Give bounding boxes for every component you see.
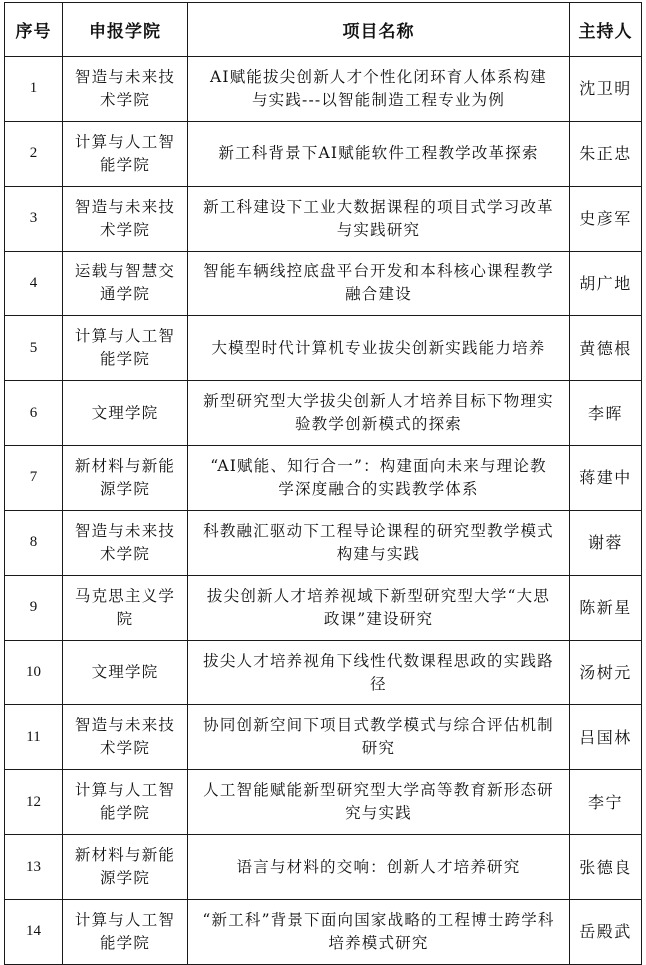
row-number: 2	[5, 121, 63, 186]
table-row	[5, 251, 642, 316]
row-host: 史彦军	[570, 186, 642, 251]
table-row	[5, 899, 642, 964]
row-host: 谢蓉	[570, 510, 642, 575]
row-number: 11	[5, 705, 63, 770]
table-row	[5, 770, 642, 835]
row-school: 计算与人工智能学院	[63, 121, 188, 186]
row-project-name: 新工科背景下AI赋能软件工程教学改革探索	[188, 121, 570, 186]
row-host: 岳殿武	[570, 899, 642, 964]
table-row	[5, 57, 642, 122]
row-project-name: AI赋能拔尖创新人才个性化闭环育人体系构建与实践---以智能制造工程专业为例	[188, 57, 570, 122]
row-number: 5	[5, 316, 63, 381]
table-header-row	[5, 3, 642, 57]
row-school: 智造与未来技术学院	[63, 705, 188, 770]
row-school: 计算与人工智能学院	[63, 316, 188, 381]
table-row	[5, 381, 642, 446]
table-row	[5, 186, 642, 251]
row-project-name: 大模型时代计算机专业拔尖创新实践能力培养	[188, 316, 570, 381]
row-number: 1	[5, 57, 63, 122]
row-number: 13	[5, 835, 63, 900]
row-number: 4	[5, 251, 63, 316]
row-project-name: 人工智能赋能新型研究型大学高等教育新形态研究与实践	[188, 770, 570, 835]
row-school: 智造与未来技术学院	[63, 510, 188, 575]
row-host: 陈新星	[570, 575, 642, 640]
row-school: 智造与未来技术学院	[63, 57, 188, 122]
table-row	[5, 316, 642, 381]
row-host: 胡广地	[570, 251, 642, 316]
row-number: 9	[5, 575, 63, 640]
row-host: 蒋建中	[570, 446, 642, 511]
column-header-host: 主持人	[570, 3, 642, 57]
table-row	[5, 121, 642, 186]
table-row	[5, 835, 642, 900]
row-school: 文理学院	[63, 381, 188, 446]
row-host: 张德良	[570, 835, 642, 900]
row-school: 智造与未来技术学院	[63, 186, 188, 251]
row-number: 10	[5, 640, 63, 705]
row-project-name: 拔尖人才培养视角下线性代数课程思政的实践路径	[188, 640, 570, 705]
row-school: 新材料与新能源学院	[63, 446, 188, 511]
row-host: 沈卫明	[570, 57, 642, 122]
row-project-name: 科教融汇驱动下工程导论课程的研究型教学模式构建与实践	[188, 510, 570, 575]
column-header-number: 序号	[5, 3, 63, 57]
row-project-name: 拔尖创新人才培养视域下新型研究型大学“大思政课”建设研究	[188, 575, 570, 640]
row-project-name: “AI赋能、知行合一”：构建面向未来与理论教学深度融合的实践教学体系	[188, 446, 570, 511]
row-host: 吕国林	[570, 705, 642, 770]
row-number: 6	[5, 381, 63, 446]
table-row	[5, 510, 642, 575]
row-school: 文理学院	[63, 640, 188, 705]
row-project-name: “新工科”背景下面向国家战略的工程博士跨学科培养模式研究	[188, 899, 570, 964]
row-project-name: 新型研究型大学拔尖创新人才培养目标下物理实验教学创新模式的探索	[188, 381, 570, 446]
column-header-school: 申报学院	[63, 3, 188, 57]
row-number: 12	[5, 770, 63, 835]
row-number: 3	[5, 186, 63, 251]
row-host: 李晖	[570, 381, 642, 446]
row-host: 汤树元	[570, 640, 642, 705]
row-host: 黄德根	[570, 316, 642, 381]
table-row	[5, 446, 642, 511]
table-row	[5, 575, 642, 640]
row-number: 14	[5, 899, 63, 964]
row-project-name: 新工科建设下工业大数据课程的项目式学习改革与实践研究	[188, 186, 570, 251]
row-school: 马克思主义学院	[63, 575, 188, 640]
row-host: 李宁	[570, 770, 642, 835]
row-number: 8	[5, 510, 63, 575]
project-list-table	[4, 2, 642, 965]
column-header-project-name: 项目名称	[188, 3, 570, 57]
table-row	[5, 640, 642, 705]
table-row	[5, 705, 642, 770]
row-school: 计算与人工智能学院	[63, 899, 188, 964]
row-project-name: 协同创新空间下项目式教学模式与综合评估机制研究	[188, 705, 570, 770]
row-school: 运载与智慧交通学院	[63, 251, 188, 316]
row-school: 新材料与新能源学院	[63, 835, 188, 900]
row-number: 7	[5, 446, 63, 511]
row-school: 计算与人工智能学院	[63, 770, 188, 835]
table-body	[5, 57, 642, 965]
row-host: 朱正忠	[570, 121, 642, 186]
row-project-name: 语言与材料的交响：创新人才培养研究	[188, 835, 570, 900]
row-project-name: 智能车辆线控底盘平台开发和本科核心课程教学融合建设	[188, 251, 570, 316]
